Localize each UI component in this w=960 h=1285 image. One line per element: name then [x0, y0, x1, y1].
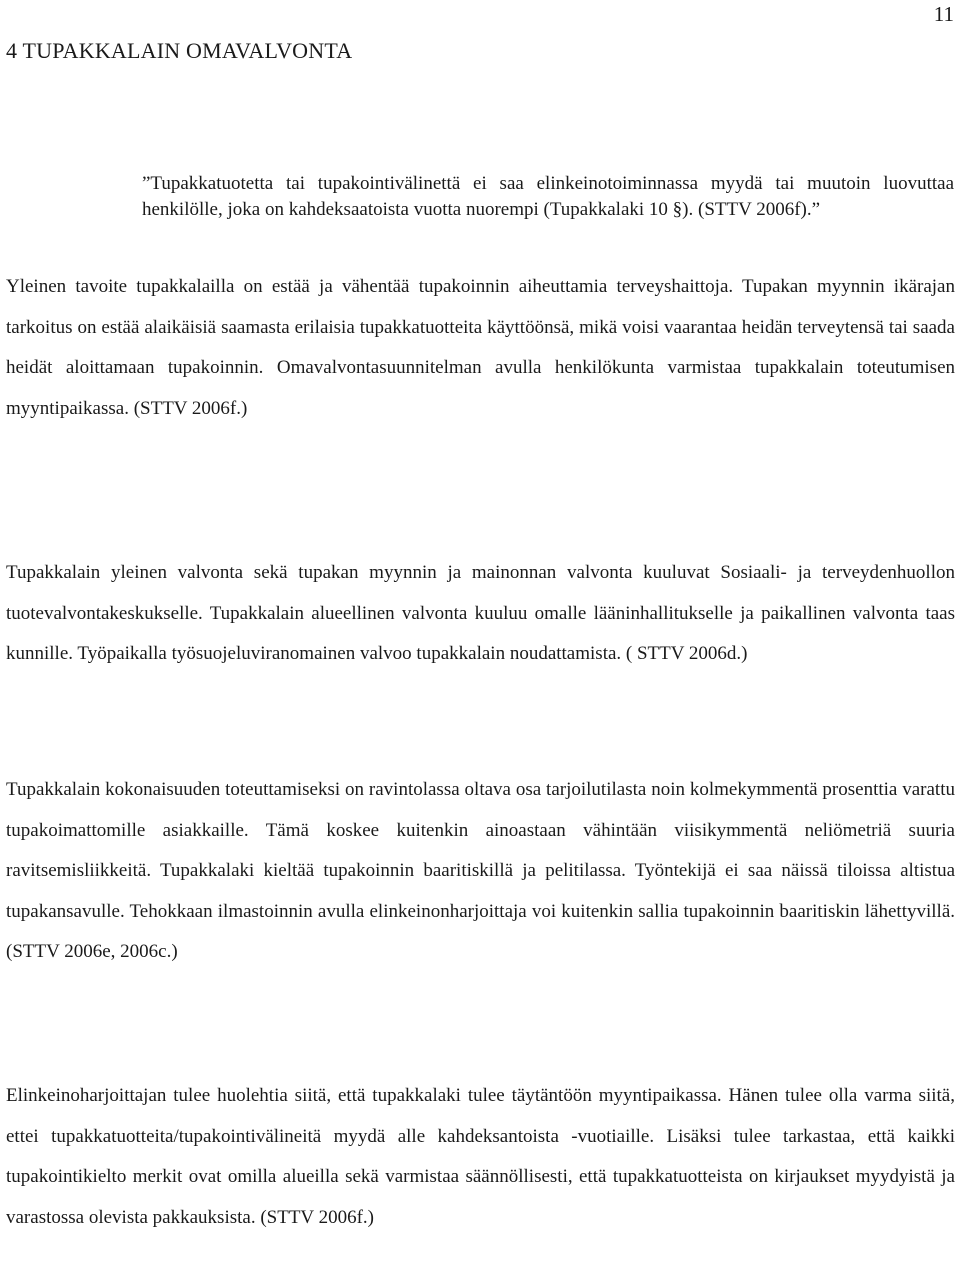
law-quote: ”Tupakkatuotetta tai tupakointivälinettä ei saa elinkeinotoiminnassa myydä tai muutoin luovuttaa henkilölle, joka on kahdeksaatoista vuotta nuorempi (Tupakkalaki 10 §). (STTV 2006f).” — [142, 173, 954, 220]
paragraph-entrepreneur: Elinkeinoharjoittajan tulee huolehtia siitä, että tupakkalaki tulee täytäntöön myyntipaikassa. Hänen tulee olla varma siitä, ettei tupakkatuotteita/tupakointivälineitä myydä alle kahdeksantoista -vuotiaille. Lisäksi tulee tarkastaa, että kaikki tupakointikielto merkit ovat omilla alueilla sekä varmistaa säännöllisesti, että tupakkatuotteista on kirjaukset myydyistä ja varastossa olevista pakkauksista. (STTV 2006f.) — [6, 1085, 955, 1228]
page-number: 11 — [933, 2, 954, 26]
chapter-heading: 4 TUPAKKALAIN OMAVALVONTA — [6, 38, 353, 63]
paragraph-supervision: Tupakkalain yleinen valvonta sekä tupakan myynnin ja mainonnan valvonta kuuluvat Sosiaali- ja terveydenhuollon tuotevalvontakeskukselle. Tupakkalain alueellinen valvonta kuuluu omalle lääninhallitukselle ja paikallinen valvonta taas kunnille. Työpaikalla työsuojeluviranomainen valvoo tupakkalain noudattamista. ( STTV 2006d.) — [6, 562, 955, 664]
paragraph-restaurants: Tupakkalain kokonaisuuden toteuttamiseksi on ravintolassa oltava osa tarjoilutilasta noin kolmekymmentä prosenttia varattu tupakoimattomille asiakkaille. Tämä koskee kuitenkin ainoastaan vähintään viisikymmentä neliömetriä suuria ravitsemisliikkeitä. Tupakkalaki kieltää tupakoinnin baaritiskillä ja pelitilassa. Työntekijä ei saa näissä tiloissa altistua tupakansavulle. Tehokkaan ilmastoinnin avulla elinkeinonharjoittaja voi kuitenkin sallia tupakoinnin baaritiskin lähettyvillä. (STTV 2006e, 2006c.) — [6, 779, 955, 962]
paragraph-purpose: Yleinen tavoite tupakkalailla on estää ja vähentää tupakoinnin aiheuttamia terveyshaittoja. Tupakan myynnin ikärajan tarkoitus on estää alaikäisiä saamasta erilaisia tupakkatuotteita käyttöönsä, mikä voisi vaarantaa heidän terveytensä tai saada heidät aloittamaan tupakoinnin. Omavalvontasuunnitelman avulla henkilökunta varmistaa tupakkalain toteutumisen myyntipaikassa. (STTV 2006f.) — [6, 276, 955, 419]
